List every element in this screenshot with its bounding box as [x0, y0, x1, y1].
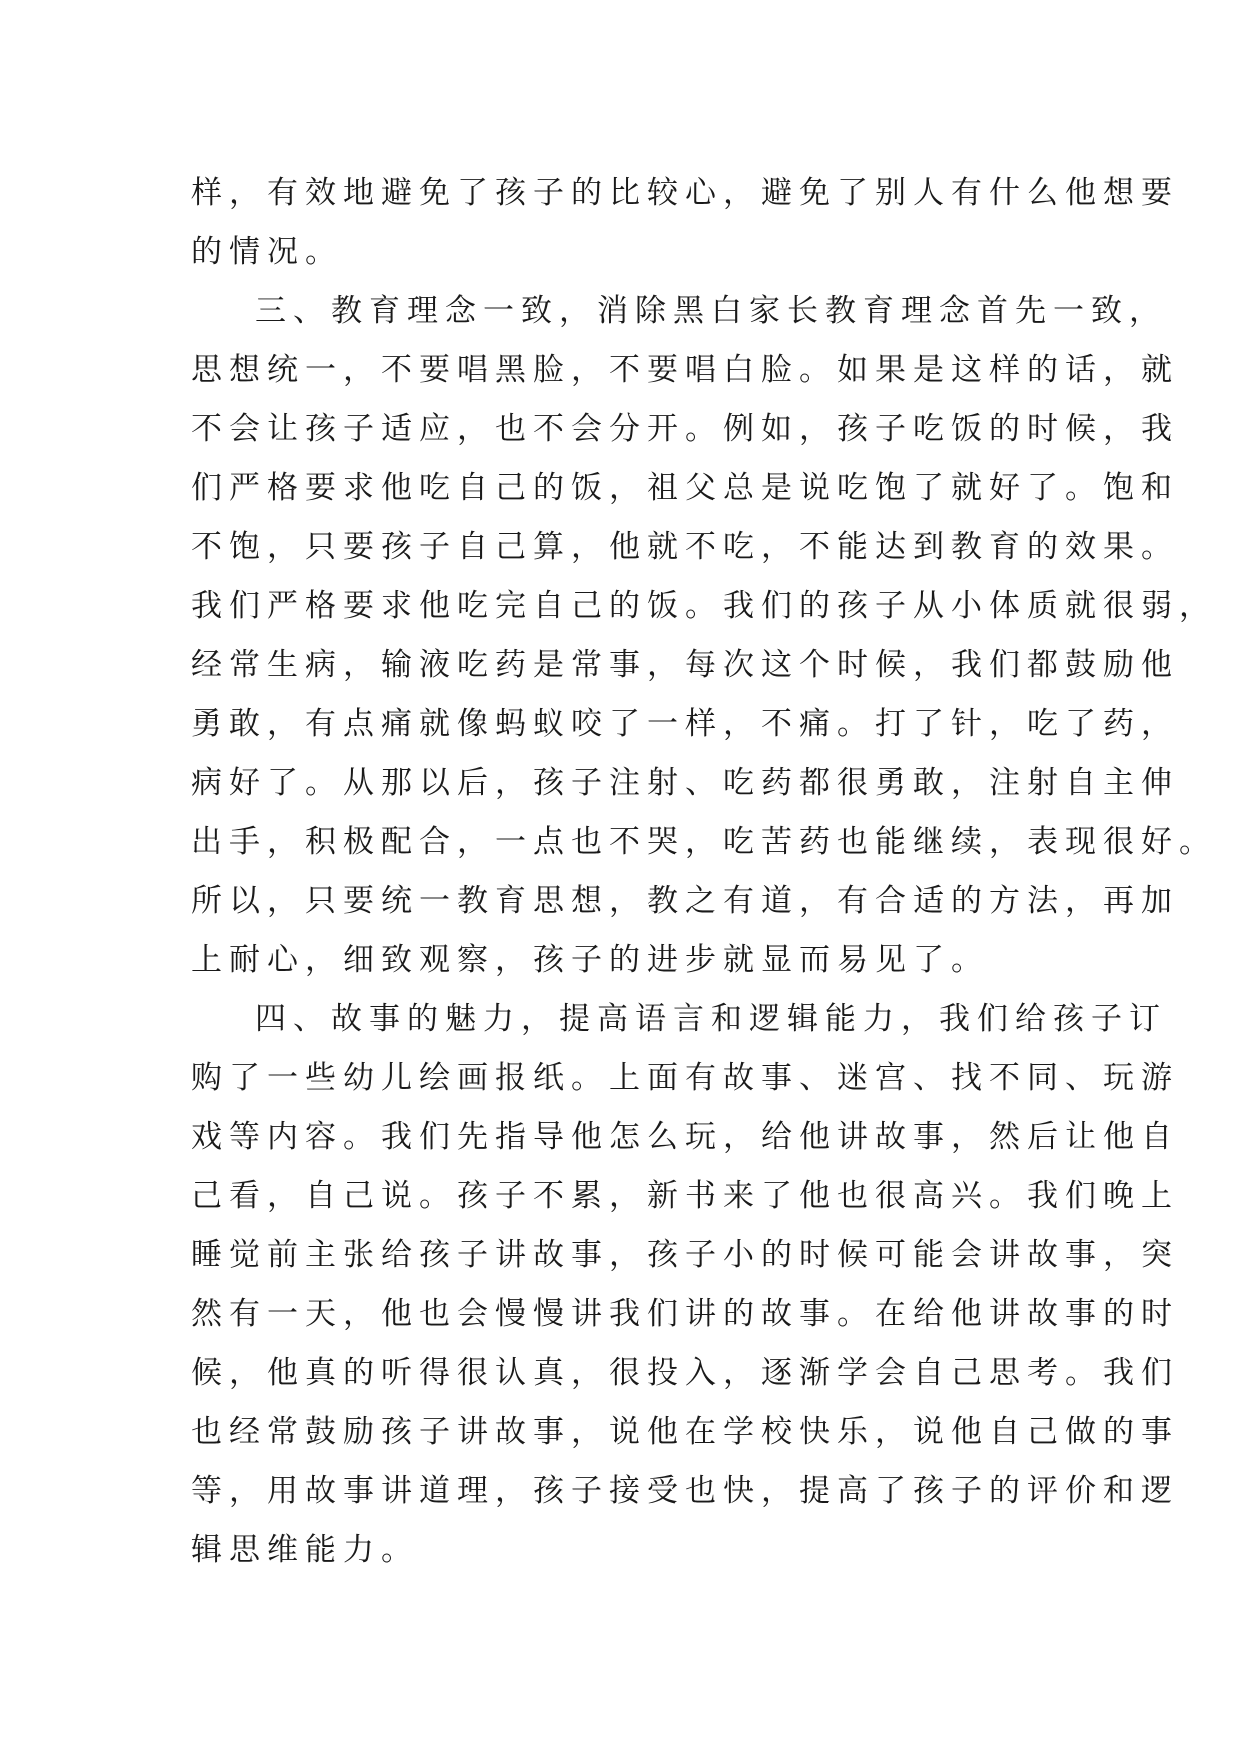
- text-line: 所以，只要统一教育思想，教之有道，有合适的方法，再加: [191, 883, 1179, 919]
- text-line: 思想统一，不要唱黑脸，不要唱白脸。如果是这样的话，就: [191, 352, 1179, 388]
- text-line: 等，用故事讲道理，孩子接受也快，提高了孩子的评价和逻: [191, 1473, 1179, 1509]
- text-line: 睡觉前主张给孩子讲故事，孩子小的时候可能会讲故事，突: [191, 1237, 1179, 1273]
- text-line: 我们严格要求他吃完自己的饭。我们的孩子从小体质就很弱，: [191, 588, 1217, 624]
- text-line: 不饱，只要孩子自己算，他就不吃，不能达到教育的效果。: [191, 529, 1179, 565]
- paragraph-heading-line: 四、故事的魅力，提高语言和逻辑能力，我们给孩子订: [255, 1001, 1167, 1037]
- text-line: 经常生病，输液吃药是常事，每次这个时候，我们都鼓励他: [191, 647, 1179, 683]
- text-line: 然有一天，他也会慢慢讲我们讲的故事。在给他讲故事的时: [191, 1296, 1179, 1332]
- text-line: 出手，积极配合，一点也不哭，吃苦药也能继续，表现很好。: [191, 824, 1217, 860]
- text-line: 们严格要求他吃自己的饭，祖父总是说吃饱了就好了。饱和: [191, 470, 1179, 506]
- body-text: [191, 164, 1217, 1580]
- text-line: 辑思维能力。: [191, 1532, 419, 1568]
- text-line: 勇敢，有点痛就像蚂蚁咬了一样，不痛。打了针，吃了药，: [191, 706, 1179, 742]
- paragraph-heading-line: 三、教育理念一致，消除黑白家长教育理念首先一致，: [255, 293, 1167, 329]
- text-line: 不会让孩子适应，也不会分开。例如，孩子吃饭的时候，我: [191, 411, 1179, 447]
- text-line: 也经常鼓励孩子讲故事，说他在学校快乐，说他自己做的事: [191, 1414, 1179, 1450]
- text-line: 的情况。: [191, 234, 343, 270]
- text-line: 样，有效地避免了孩子的比较心，避免了别人有什么他想要: [191, 175, 1179, 211]
- text-line: 戏等内容。我们先指导他怎么玩，给他讲故事，然后让他自: [191, 1119, 1179, 1155]
- text-line: 病好了。从那以后，孩子注射、吃药都很勇敢，注射自主伸: [191, 765, 1179, 801]
- text-line: 上耐心，细致观察，孩子的进步就显而易见了。: [191, 942, 989, 978]
- text-line: 候，他真的听得很认真，很投入，逐渐学会自己思考。我们: [191, 1355, 1179, 1391]
- text-line: 购了一些幼儿绘画报纸。上面有故事、迷宫、找不同、玩游: [191, 1060, 1179, 1096]
- text-line: 己看，自己说。孩子不累，新书来了他也很高兴。我们晚上: [191, 1178, 1179, 1214]
